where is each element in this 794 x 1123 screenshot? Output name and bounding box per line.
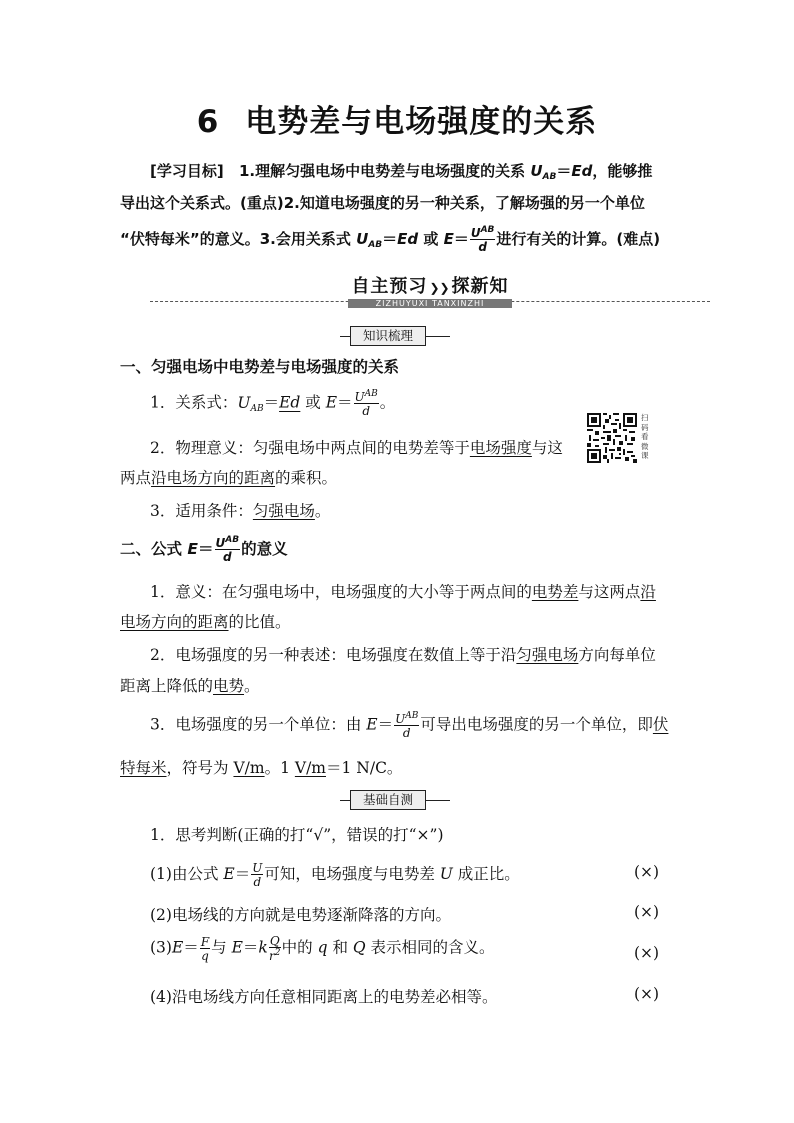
- lesson-number: 6: [196, 104, 220, 140]
- fraction-uab-over-d: $\frac{U^{AB}}{d}$: [395, 711, 419, 740]
- lesson-title: 电势差与电场强度的关系: [245, 104, 598, 140]
- fraction-u-over-d: $\frac{U}{d}$: [252, 861, 263, 889]
- objectives-line-3: [120, 226, 660, 253]
- page-title: [0, 96, 794, 141]
- fraction-f-over-q: $\frac{F}{q}$: [200, 934, 210, 963]
- objectives-line-2: 导出这个关系式。(重点)2.知道电场强度的另一种关系，了解场强的另一个单位: [120, 194, 645, 212]
- test-q2: (2)电场线的方向就是电势逐渐降落的方向。: [150, 906, 451, 924]
- objectives-text: 进行有关的计算。(难点): [496, 230, 661, 248]
- s1-item-3: 3．适用条件：匀强电场。: [150, 502, 331, 520]
- answer-potential: 电势: [213, 677, 245, 695]
- test-intro: 1．思考判断(正确的打“√”，错误的打“×”): [150, 826, 444, 844]
- answer-volt-per-meter-b: 特每米: [120, 759, 167, 777]
- formula-eq: ＝: [453, 230, 469, 248]
- test-q1-mark: (×): [634, 863, 660, 881]
- objectives-text: 或: [418, 230, 444, 248]
- test-q4: (4)沿电场线方向任意相同距离上的电势差必相等。: [150, 988, 498, 1006]
- formula-var: E: [443, 230, 454, 248]
- s2-item-2-line-1: 2．电场强度的另一种表述：电场强度在数值上等于沿匀强电场方向每单位: [150, 646, 656, 664]
- fraction-uab-over-d: $\frac{U^{AB}}{d}$: [354, 389, 378, 418]
- banner-box: [346, 272, 514, 310]
- s1-item-1: 1．关系式：$U_{AB}=Ed$ 或 E＝ $\frac{U^{AB}}{d}$ 。: [150, 389, 396, 418]
- qr-code-icon[interactable]: [587, 413, 637, 463]
- fraction-uab-over-d: $\frac{U^{AB}}{d}$: [470, 225, 495, 254]
- fraction-q-over-r2: $\frac{Q}{r^2}$: [269, 934, 281, 963]
- banner-text-2: 探新知: [451, 276, 509, 297]
- fraction-uab-over-d: $\frac{U^{AB}}{d}$: [215, 535, 240, 564]
- answer-field-strength: 电场强度: [469, 439, 532, 457]
- section-banner: [150, 272, 710, 312]
- answer-unit-symbol: V/m: [233, 759, 265, 777]
- objectives-text: ，能够推: [592, 162, 653, 180]
- s2-item-3-line-1: 3．电场强度的另一个单位：由 E＝ $\frac{U^{AB}}{d}$ 可导出电场强度的另一个单位，即伏: [150, 711, 669, 740]
- section-tag-self-test: 基础自测: [350, 790, 426, 810]
- test-q3: (3)E＝ $\frac{F}{q}$ 与 E＝k $\frac{Q}{r^2}$ 中的 q 和 Q 表示相同的含义。: [150, 934, 495, 963]
- s2-item-1-line-1: 1．意义：在匀强电场中，电场强度的大小等于两点间的电势差与这两点沿: [150, 583, 656, 601]
- objectives-text: 1.理解匀强电场中电势差与电场强度的关系: [238, 162, 531, 180]
- answer-potential-difference: 电势差: [531, 583, 579, 601]
- s2-item-2-line-2: 距离上降低的电势。: [120, 677, 260, 695]
- answer-field-direction-distance: 电场方向的距离: [120, 613, 229, 631]
- section-1-heading: 一、匀强电场中电势差与电场强度的关系: [120, 358, 400, 376]
- s1-item-2-line-1: 2．物理意义：匀强电场中两点间的电势差等于电场强度与这: [150, 439, 563, 457]
- section-2-heading: 二、公式 E＝ $\frac{U^{AB}}{d}$ 的意义: [120, 535, 288, 564]
- objectives-text: “伏特每米”的意义。3.会用关系式: [120, 230, 357, 248]
- section-tag-knowledge: 知识梳理: [350, 326, 426, 346]
- answer-uniform-field: 匀强电场: [252, 502, 315, 520]
- s1-item-2-line-2: 两点沿电场方向的距离的乘积。: [120, 469, 338, 487]
- answer-along: 沿: [640, 583, 656, 601]
- objectives-label: [学习目标]: [150, 162, 224, 180]
- answer-volt-per-meter-a: 伏: [652, 715, 669, 734]
- answer-uniform-field-2: 匀强电场: [516, 646, 579, 664]
- double-chevron-icon: ❯❯: [429, 281, 450, 295]
- test-q3-mark: (×): [634, 944, 660, 962]
- s2-item-3-line-2: 特每米，符号为 V/m。1 V/m＝1 N/C。: [120, 759, 403, 777]
- banner-pinyin: ZIZHUYUXI TANXINZHI: [348, 299, 512, 308]
- s2-item-1-line-2: 电场方向的距离的比值。: [120, 613, 291, 631]
- formula-uab-ed: $U_{AB}=Ed$: [530, 162, 593, 182]
- test-q1: (1)由公式 E＝ $\frac{U}{d}$ 可知，电场强度与电势差 U 成正比。: [150, 861, 520, 889]
- test-q2-mark: (×): [634, 903, 660, 921]
- objectives-line-1: [150, 160, 652, 182]
- test-q4-mark: (×): [634, 985, 660, 1003]
- banner-text-1: 自主预习: [351, 276, 428, 297]
- answer-ed: Ed: [279, 393, 301, 412]
- answer-distance: 沿电场方向的距离: [151, 469, 276, 487]
- qr-caption: 扫码看微课: [641, 413, 649, 460]
- formula-uab-ed-2: $U_{AB}=Ed$: [356, 230, 419, 250]
- answer-unit-symbol-2: V/m: [294, 759, 326, 777]
